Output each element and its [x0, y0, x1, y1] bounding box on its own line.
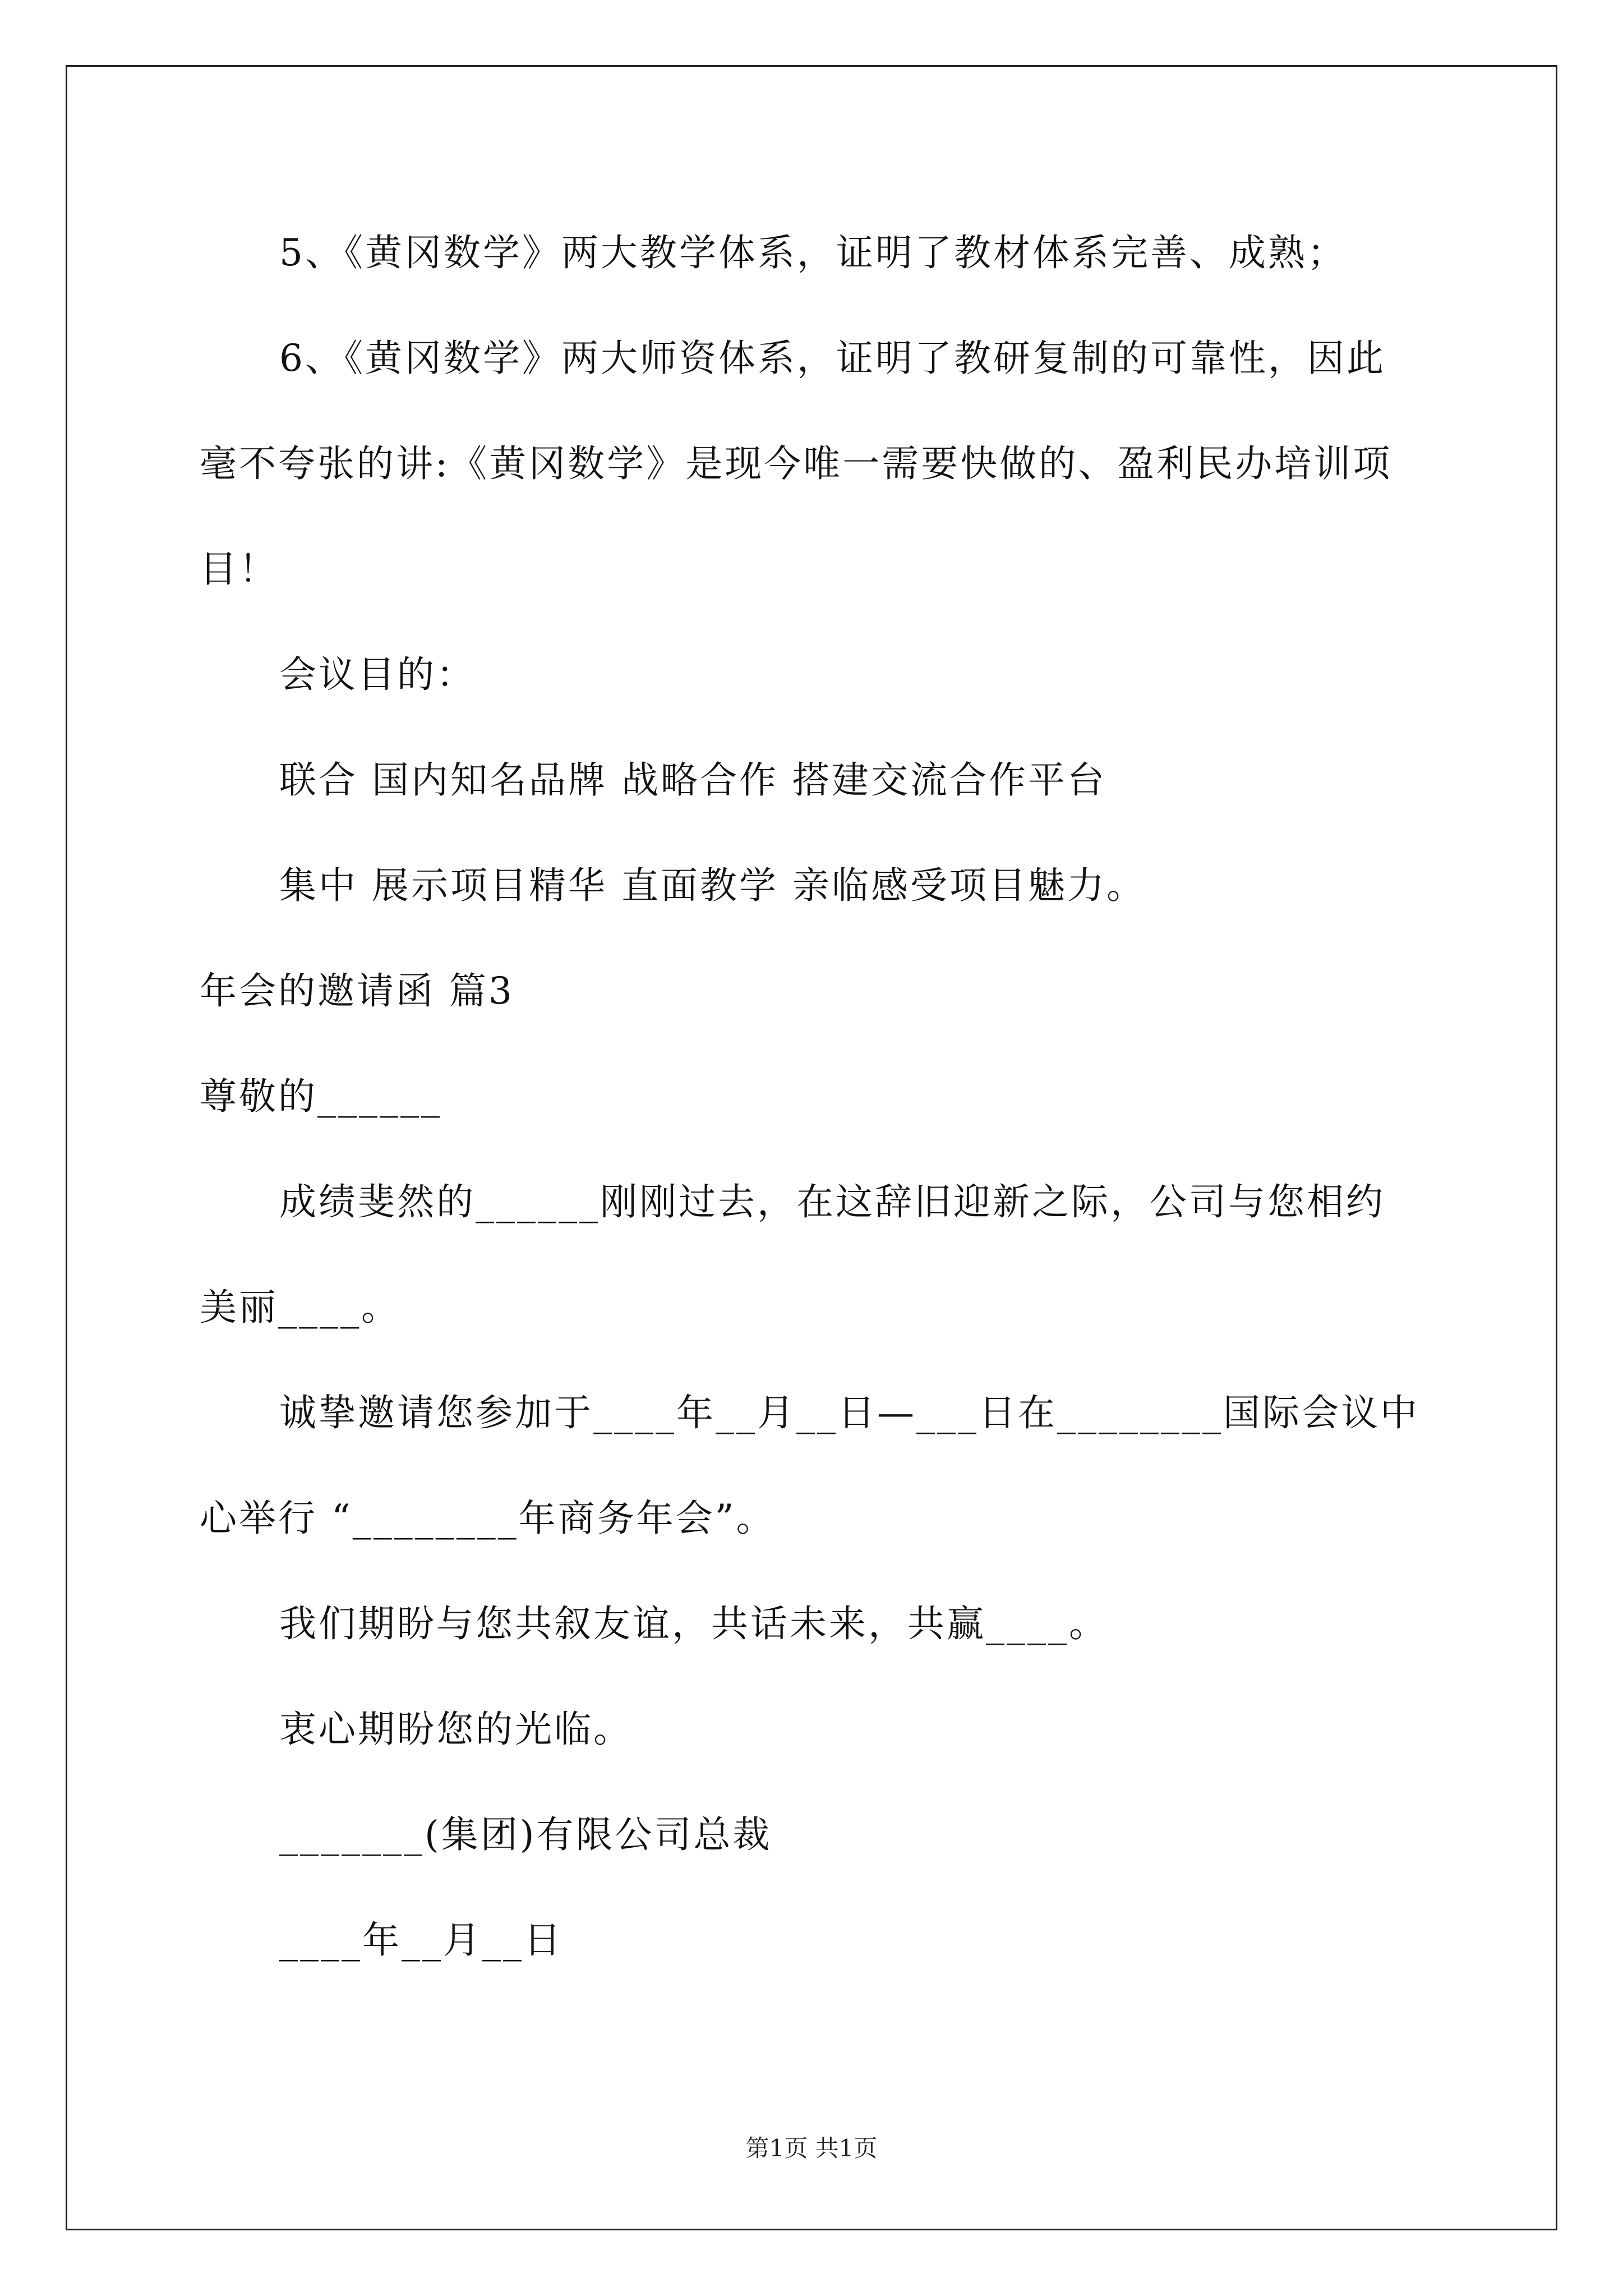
salutation: 尊敬的______	[200, 1075, 442, 1118]
page-number: 第1页 共1页	[745, 2134, 878, 2162]
text-line-2: 6、《黄冈数学》两大师资体系，证明了教研复制的可靠性，因此	[279, 337, 1386, 380]
text-line-15: 衷心期盼您的光临。	[279, 1708, 633, 1751]
page-border	[66, 65, 1557, 2230]
text-line-12: 诚挚邀请您参加于____年__月__日—___日在________国际会议中	[279, 1391, 1419, 1434]
text-line-6: 联合 国内知名品牌 战略合作 搭建交流合作平台	[279, 758, 1106, 802]
text-line-13: 心举行 “________年商务年会”。	[200, 1497, 776, 1540]
text-line-7: 集中 展示项目精华 直面教学 亲临感受项目魅力。	[279, 864, 1146, 907]
text-line-1: 5、《黄冈数学》两大教学体系，证明了教材体系完善、成熟；	[279, 231, 1347, 274]
text-line-4: 目！	[200, 547, 278, 591]
text-line-14: 我们期盼与您共叙友谊，共话未来，共赢____。	[279, 1602, 1108, 1645]
text-line-11: 美丽____。	[200, 1286, 400, 1329]
text-line-3: 毫不夸张的讲:《黄冈数学》是现今唯一需要快做的、盈利民办培训项	[200, 442, 1393, 485]
signature-company: _______(集团)有限公司总裁	[279, 1813, 772, 1856]
meeting-purpose-heading: 会议目的：	[279, 653, 476, 696]
section-heading: 年会的邀请函 篇3	[200, 969, 514, 1013]
text-line-10: 成绩斐然的______刚刚过去，在这辞旧迎新之际，公司与您相约	[279, 1180, 1385, 1223]
signature-date: ____年__月__日	[279, 1918, 563, 1962]
